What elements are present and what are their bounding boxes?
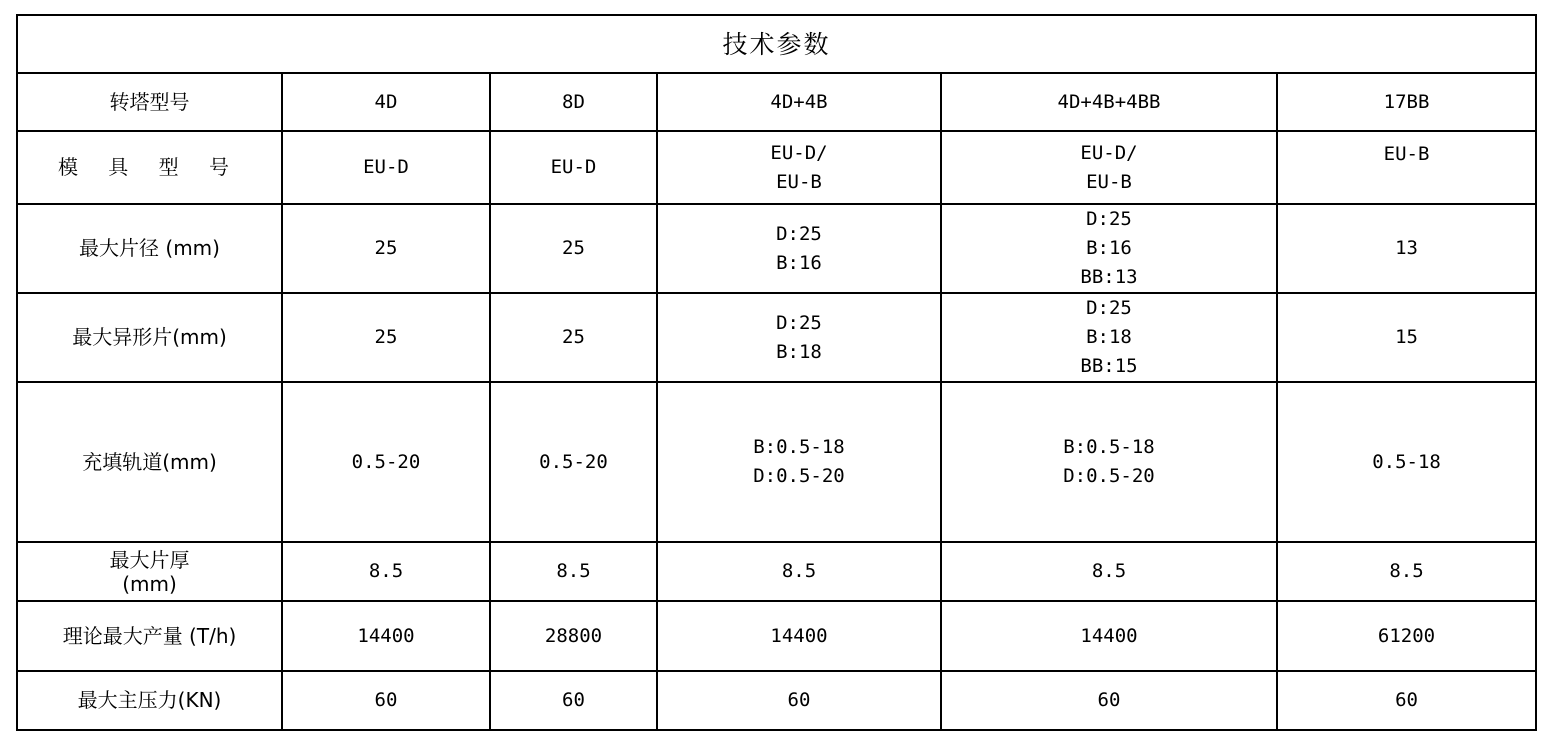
row-label-fill-track: 充填轨道(mm)	[17, 382, 282, 542]
table-row	[17, 542, 1536, 601]
table-cell: EU-D	[282, 131, 490, 204]
table-cell: 25	[490, 293, 657, 382]
table-cell: 60	[490, 671, 657, 730]
table-cell: 28800	[490, 601, 657, 671]
table-cell: 14400	[657, 601, 941, 671]
column-header: 4D	[282, 73, 490, 131]
title-row	[17, 15, 1536, 73]
table-cell: 25	[490, 204, 657, 293]
table-cell: 25	[282, 293, 490, 382]
table-cell: 13	[1277, 204, 1536, 293]
row-label-max-shaped-tablet: 最大异形片(mm)	[17, 293, 282, 382]
table-cell: B:0.5-18 D:0.5-20	[941, 382, 1277, 542]
table-cell: 0.5-18	[1277, 382, 1536, 542]
table-cell: 14400	[941, 601, 1277, 671]
table-cell: D:25 B:16	[657, 204, 941, 293]
row-label-max-output: 理论最大产量 (T/h)	[17, 601, 282, 671]
table-cell: 0.5-20	[490, 382, 657, 542]
table-row	[17, 601, 1536, 671]
table-cell: EU-B	[1277, 131, 1536, 204]
table-cell: 60	[941, 671, 1277, 730]
header-label-turret-model: 转塔型号	[17, 73, 282, 131]
table-row	[17, 382, 1536, 542]
row-label-die-model: 模 具 型 号	[17, 131, 282, 204]
header-row	[17, 73, 1536, 131]
table-cell: 60	[282, 671, 490, 730]
table-cell: D:25 B:18 BB:15	[941, 293, 1277, 382]
table-cell: 60	[657, 671, 941, 730]
table-row	[17, 293, 1536, 382]
table-cell: 25	[282, 204, 490, 293]
row-label-max-main-pressure: 最大主压力(KN)	[17, 671, 282, 730]
column-header: 4D+4B+4BB	[941, 73, 1277, 131]
table-cell: D:25 B:18	[657, 293, 941, 382]
table-cell: EU-D	[490, 131, 657, 204]
table-cell: B:0.5-18 D:0.5-20	[657, 382, 941, 542]
table-cell: 8.5	[941, 542, 1277, 601]
table-cell: 8.5	[1277, 542, 1536, 601]
table-row	[17, 204, 1536, 293]
table-title: 技术参数	[17, 15, 1536, 73]
table-row	[17, 131, 1536, 204]
table-cell: EU-D/ EU-B	[941, 131, 1277, 204]
column-header: 17BB	[1277, 73, 1536, 131]
row-label-max-tablet-thickness: 最大片厚 (mm)	[17, 542, 282, 601]
column-header: 4D+4B	[657, 73, 941, 131]
table-cell: 60	[1277, 671, 1536, 730]
table-cell: 0.5-20	[282, 382, 490, 542]
row-label-max-tablet-diameter: 最大片径 (mm)	[17, 204, 282, 293]
table-cell: 8.5	[282, 542, 490, 601]
table-cell: 8.5	[657, 542, 941, 601]
table-row	[17, 671, 1536, 730]
table-cell: 14400	[282, 601, 490, 671]
table-cell: 8.5	[490, 542, 657, 601]
table-cell: D:25 B:16 BB:13	[941, 204, 1277, 293]
table-cell: 61200	[1277, 601, 1536, 671]
tech-spec-table	[16, 14, 1537, 731]
table-cell: EU-D/ EU-B	[657, 131, 941, 204]
column-header: 8D	[490, 73, 657, 131]
table-cell: 15	[1277, 293, 1536, 382]
